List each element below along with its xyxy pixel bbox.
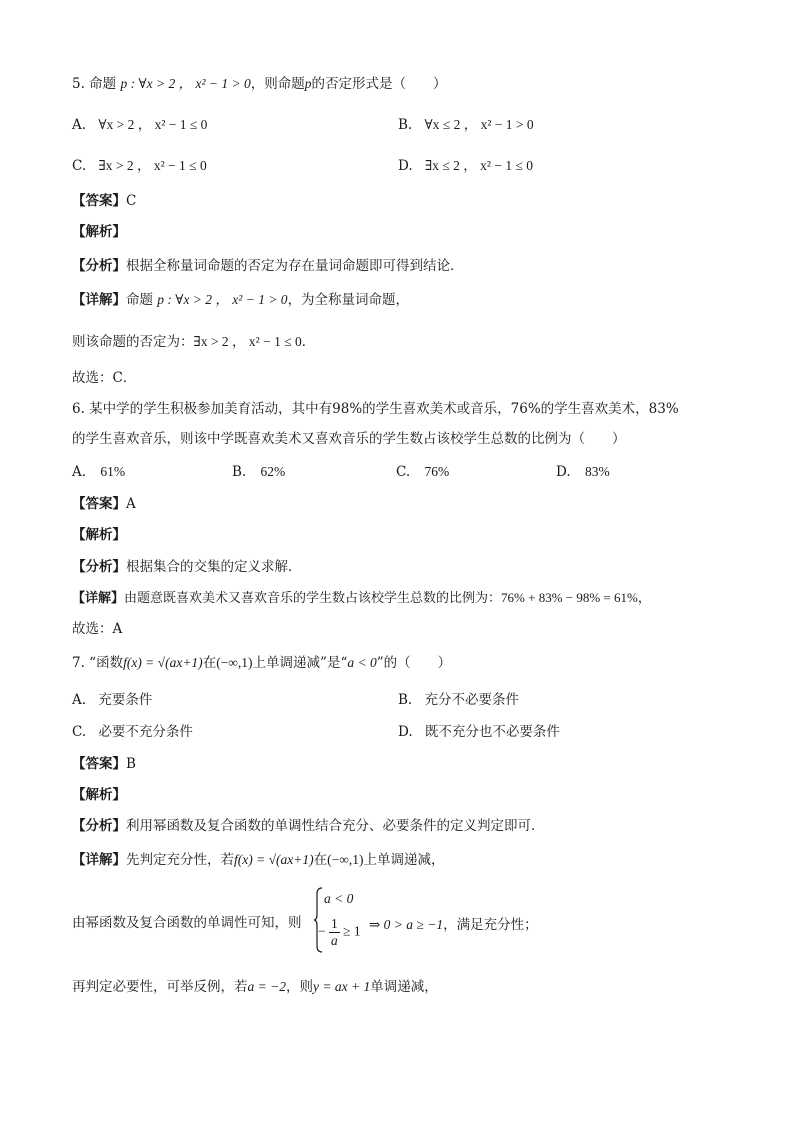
q7-option-b-label: B. xyxy=(398,692,413,708)
q7-answer-tag: 【答案】 xyxy=(72,756,126,772)
q6-conclusion-text: 故选：A xyxy=(72,621,123,637)
q7-option-c-label: C. xyxy=(72,724,87,740)
q6-option-a xyxy=(72,462,125,482)
q5-option-b-text: ∀x ≤ 2 ， x² − 1 > 0 xyxy=(424,117,534,132)
q7-option-b xyxy=(398,690,519,710)
q7-xiangjie xyxy=(72,850,444,870)
q6-option-d xyxy=(556,462,610,482)
q7-xiangjie-prefix: 先判定充分性，若 xyxy=(126,852,234,868)
q5-fenxi-tag: 【分析】 xyxy=(72,258,126,274)
q5-option-d xyxy=(398,156,533,176)
q5-stem-math: p : ∀x > 2 ， x² − 1 > 0 xyxy=(120,76,251,91)
q7-system-result-math: ⇒ 0 > a ≥ −1 xyxy=(369,917,444,932)
q5-option-a-label: A. xyxy=(72,117,87,133)
q5-answer-value: C xyxy=(126,193,137,209)
q6-fenxi-text: 根据集合的交集的定义求解． xyxy=(126,559,302,575)
q7-stem-prefix: 7. “函数 xyxy=(72,655,124,671)
q6-option-c xyxy=(396,462,449,482)
q7-stem-condition: a < 0 xyxy=(347,655,377,670)
q5-negation-end: ． xyxy=(301,334,316,350)
q6-xiangjie-text: 由题意既喜欢美术又喜欢音乐的学生数占该校学生总数的比例为： xyxy=(124,591,502,606)
q6-stem-line2-text: 的学生喜欢音乐，则该中学既喜欢美术又喜欢音乐的学生数占该校学生总数的比例为（ ） xyxy=(72,431,626,447)
q6-option-a-label: A. xyxy=(72,464,87,480)
q7-system-minus: − xyxy=(318,923,326,939)
q7-option-b-text: 充分不必要条件 xyxy=(424,692,520,708)
q7-xiangjie-interval: (−∞,1) xyxy=(327,852,364,867)
q6-analysis-label: 【解析】 xyxy=(72,527,126,543)
q7-stem-post: 上单调递减”是“ xyxy=(252,655,348,671)
q5-xiangjie-suffix: ，为全称量词命题， xyxy=(287,292,410,308)
q7-option-c xyxy=(72,722,193,742)
q5-answer xyxy=(72,191,136,211)
q7-stem xyxy=(72,653,451,673)
q6-stem-line1 xyxy=(72,399,679,419)
q5-option-c-text: ∃x > 2 ， x² − 1 ≤ 0 xyxy=(98,158,207,173)
q7-necessity-suffix: 单调递减， xyxy=(370,979,438,995)
q7-system-result xyxy=(369,913,538,933)
q6-option-d-label: D. xyxy=(556,464,571,480)
q6-option-b-text: 62% xyxy=(260,464,286,479)
q6-fenxi-tag: 【分析】 xyxy=(72,559,126,575)
q7-xiangjie-suffix: 上单调递减， xyxy=(363,852,445,868)
q5-fenxi xyxy=(72,256,464,276)
q7-necessity xyxy=(72,977,438,997)
q6-fenxi xyxy=(72,557,302,577)
q5-xiangjie-math: p : ∀x > 2 ， x² − 1 > 0 xyxy=(157,292,288,307)
q5-answer-tag: 【答案】 xyxy=(72,193,126,209)
q5-analysis-tag xyxy=(72,222,126,242)
q7-necessity-mid: ，则 xyxy=(285,979,313,995)
q5-stem-prefix: 5. 命题 xyxy=(72,76,117,92)
q5-option-b-label: B. xyxy=(398,117,413,133)
q7-system-prefix-text: 由幂函数及复合函数的单调性可知，则 xyxy=(72,915,302,931)
q7-option-c-text: 必要不充分条件 xyxy=(98,724,193,740)
q7-answer xyxy=(72,754,136,774)
q7-answer-value: B xyxy=(126,756,136,772)
q5-stem-end: 的否定形式是（ ） xyxy=(311,76,447,92)
q7-option-d-text: 既不充分也不必要条件 xyxy=(424,724,560,740)
q6-option-c-text: 76% xyxy=(424,464,450,479)
q7-fenxi-tag: 【分析】 xyxy=(72,818,126,834)
q7-system-prefix xyxy=(72,913,302,933)
q7-necessity-math1: a = −2 xyxy=(247,979,286,994)
q7-option-a xyxy=(72,690,152,710)
q7-system-row2 xyxy=(318,916,361,949)
q7-xiangjie-tag: 【详解】 xyxy=(72,852,126,868)
q6-stem-line1-text: 6. 某中学的学生积极参加美育活动，其中有98%的学生喜欢美术或音乐，76%的学生喜欢美术，83% xyxy=(72,401,679,417)
q7-system-row1: a < 0 xyxy=(324,891,354,906)
q5-option-a xyxy=(72,115,207,135)
q5-negation xyxy=(72,332,315,352)
q7-system-numerator: 1 xyxy=(331,916,338,931)
q5-xiangjie-tag: 【详解】 xyxy=(72,292,126,308)
q5-negation-prefix: 则该命题的否定为： xyxy=(72,334,194,350)
q6-option-b-label: B. xyxy=(232,464,247,480)
q5-xiangjie-prefix: 命题 xyxy=(126,292,153,308)
q6-stem-line2 xyxy=(72,429,626,449)
q7-stem-function: f(x) = √(ax+1) xyxy=(123,655,203,670)
q6-xiangjie xyxy=(72,588,651,609)
q7-stem-end: ”的（ ） xyxy=(376,655,452,671)
q5-option-d-text: ∃x ≤ 2 ， x² − 1 ≤ 0 xyxy=(424,158,533,173)
q5-stem xyxy=(72,74,446,94)
q6-answer-tag: 【答案】 xyxy=(72,496,126,512)
q6-option-c-label: C. xyxy=(396,464,411,480)
q5-option-d-label: D. xyxy=(398,158,413,174)
q5-stem-mid: ，则命题 xyxy=(250,76,305,92)
q5-option-b xyxy=(398,115,534,135)
q7-fenxi xyxy=(72,816,545,836)
q6-conclusion xyxy=(72,619,122,639)
q6-xiangjie-math: 76% + 83% − 98% = 61% xyxy=(501,590,638,605)
q6-option-b xyxy=(232,462,285,482)
q7-xiangjie-mid: 在 xyxy=(313,852,328,868)
q7-fenxi-text: 利用幂函数及复合函数的单调性结合充分、必要条件的定义判定即可． xyxy=(126,818,545,834)
q5-option-c xyxy=(72,156,207,176)
q5-negation-math: ∃x > 2 ， x² − 1 ≤ 0 xyxy=(193,334,302,349)
q5-xiangjie xyxy=(72,290,409,310)
q7-system-relation: ≥ 1 xyxy=(343,923,361,939)
q5-conclusion-text: 故选：C． xyxy=(72,370,137,386)
q7-xiangjie-function: f(x) = √(ax+1) xyxy=(234,852,314,867)
q7-analysis-tag xyxy=(72,785,126,805)
q5-option-c-label: C. xyxy=(72,158,87,174)
q7-stem-interval: (−∞,1) xyxy=(216,655,253,670)
q5-fenxi-text: 根据全称量词命题的否定为存在量词命题即可得到结论． xyxy=(126,258,464,274)
q7-necessity-math2: y = ax + 1 xyxy=(312,979,371,994)
q6-xiangjie-tag: 【详解】 xyxy=(72,591,125,606)
q7-stem-mid: 在 xyxy=(202,655,217,671)
q7-necessity-prefix: 再判定必要性，可举反例，若 xyxy=(72,979,248,995)
q6-answer-value: A xyxy=(126,496,136,512)
q7-system-fraction xyxy=(329,916,340,949)
q5-conclusion xyxy=(72,368,136,388)
q7-system-denominator: a xyxy=(331,933,338,948)
q7-option-d-label: D. xyxy=(398,724,413,740)
q5-option-a-text: ∀x > 2 ， x² − 1 ≤ 0 xyxy=(98,117,208,132)
q6-option-a-text: 61% xyxy=(100,464,126,479)
q7-analysis-label: 【解析】 xyxy=(72,787,126,803)
q6-xiangjie-end: ， xyxy=(637,591,651,606)
q5-stem-p: p xyxy=(304,76,312,91)
q7-option-a-label: A. xyxy=(72,692,87,708)
q6-answer xyxy=(72,494,136,514)
q7-system-result-suffix: ，满足充分性； xyxy=(443,917,538,933)
q6-option-d-text: 83% xyxy=(584,464,610,479)
q6-analysis-tag xyxy=(72,525,126,545)
q7-option-d xyxy=(398,722,560,742)
q5-analysis-label: 【解析】 xyxy=(72,224,126,240)
q7-option-a-text: 充要条件 xyxy=(98,692,153,708)
